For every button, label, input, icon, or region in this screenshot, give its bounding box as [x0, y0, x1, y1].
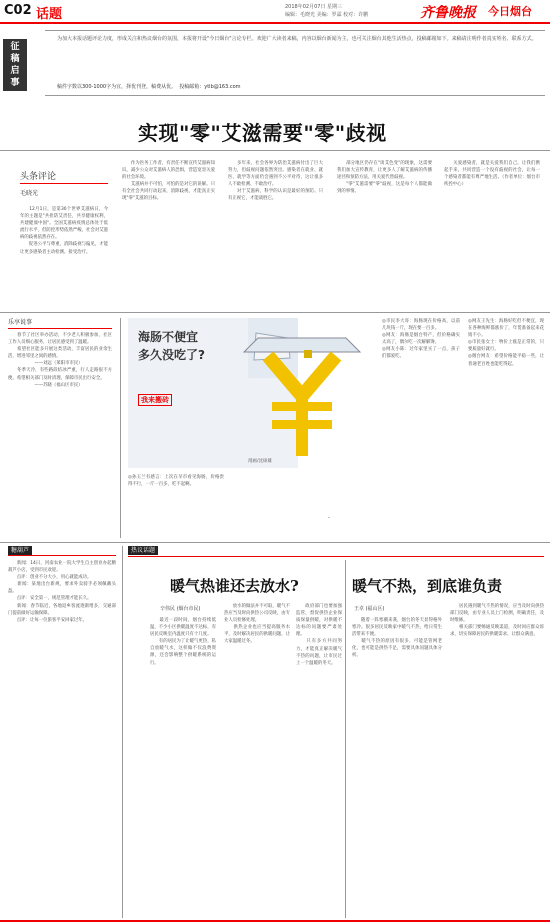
cartoon-author: 漫画/沈硕雄: [248, 459, 273, 464]
editor-note-text: 为加大本报话题评论力度，形成关注和热议烟台的氛围，本报将开设"今日烟台"言论专栏。欢迎广大读者来稿，内容以烟台新闻为主，也可关注烟台其他生活热点，投稿邮箱如下。来稿请注明作者真实姓名、联系方式。: [57, 36, 537, 42]
notes-title: 糖葫芦: [8, 546, 32, 555]
cartoon-caption: 我来搬砖: [138, 394, 172, 406]
hot-section-rule: [128, 556, 544, 557]
article2-col2: 居民遇到暖气不热的情况，应当及时向供热部门反映，由专业人员上门检测，明确责任，及时维修。 相关部门要畅通反映渠道，及时回应群众诉求，切实保障居民的供暖需求，让群众满意。: [450, 604, 544, 638]
article1-title: 暖气热谁还去放水?: [170, 577, 299, 595]
lead-col-1: 12月1日，是第30个世界艾滋病日，今年的主题是"共担防艾责任，共享健康权利，共建健康中国"。全国艾滋病疫情总体处于低流行水平，但防控形势依然严峻，社会对艾滋病的歧视依然存在。 促进公平与尊重，消除歧视与偏见，才能让更多感染者主动检测、接受治疗。: [20, 207, 108, 255]
headline-rule: [0, 150, 550, 151]
article1-author: 辛伟民 (烟台市民): [160, 606, 201, 612]
letters-body: 春节了社区举办活动，不少老人积极参加，社区工作人员细心服务，让居民感受到了温暖。 希望社区能多开展这类活动，丰富居民的业余生活，增进邻里之间的感情。 ——刘远（莱阳市市民） 冬季天冷，有些路段结冰严重，行人走路很不方便，希望相关部门及时清理，保障市民出行安全。 ——苏晓（福山区市民）: [8, 333, 112, 388]
lead-section-label: [20, 164, 108, 184]
paper-logo: 齐鲁晚报: [420, 5, 476, 21]
article2-author: 王卓 (福山区): [354, 606, 385, 612]
bottom-left-divider: [122, 546, 123, 918]
svg-text:.: .: [328, 513, 330, 520]
header-rule: [0, 22, 550, 24]
cartoon-dialog-2: ◎市民李大哥：海肠现在价格高，以前几块钱一斤，现在要一百多。 ◎网友：海肠是烟台特产，但价格确实太高了，偶尔吃一次解解馋。 ◎网友小陈：过年家里买了一点，孩子们都爱吃。: [382, 319, 460, 360]
lead-bottom-rule: [0, 312, 550, 313]
letters-box: [8, 318, 116, 538]
date-line: 2018年02月07日 星期三: [285, 4, 343, 10]
article1-col1: 最近一段时间，烟台持续低温，不少小区供暖温度不达标，有居民反映室内温度只有十几度。 有的居民为了让暖气更热，私自放暖气水，这样做不仅浪费资源，还会影响整个供暖系统的运行。: [150, 618, 216, 666]
notes-box: [8, 546, 120, 918]
article2-col1: 随着一阵寒潮来袭，烟台的冬天显得格外寒冷。很多居民反映家中暖气不热，给日常生活带来不便。 暖气不热的原因有很多，可能是管网老化，也可能是供热不足，需要具体问题具体分析。: [352, 618, 442, 659]
notes-title-rule: [8, 555, 116, 556]
page-header: [0, 0, 550, 22]
page-code: C02: [4, 3, 32, 18]
cartoon-title: 海肠不便宜 多久没吃了?: [138, 330, 205, 362]
lead-col-3: 多年来，社会各界为防治艾滋病付出了巨大努力，但歧视问题依然突出。感染者在就业、就医、就学等方面仍会遇到不公平对待，这让很多人不敢检测、不敢治疗。 对于艾滋病，科学的认识是最好的预防。只有正视它，才能战胜它。: [228, 161, 323, 202]
lead-col-5: 关爱感染者，就是关爱我们自己。让我们携起手来，共同营造一个没有歧视的社会，让每一个感染者都能有尊严地生活。（作者单位：烟台市疾控中心）: [444, 161, 540, 188]
article2-title: 暖气不热，到底谁负责: [352, 577, 503, 595]
letters-title: 乐享说事: [8, 318, 112, 329]
article1-col2: 放水的做法并不可取，暖气不热应当及时向供热公司反映，由专业人员检修处理。 供热企业也应当提高服务水平，及时解决居民的供暖问题，让大家温暖过冬。: [224, 604, 290, 645]
lead-author: 毛晓光: [20, 190, 39, 197]
price-sign-figure: [228, 330, 376, 470]
cartoon-dialog-3: ◎网友王先生：海肠好吃但不便宜，现在各种海鲜都涨价了，年货准备起来花销不小。 ◎市民张女士：物价上涨是正常的，只要质量好就行。 ◎烟台网友：希望价格能平稳一些，让普通老百姓也能吃得起。: [468, 319, 544, 367]
editor-note-box: [10, 30, 545, 96]
left-col-divider: [120, 318, 121, 538]
headline: 实现"零"艾滋需要"零"歧视: [138, 121, 387, 145]
article1-col3: 政府部门也要加强监管，督促供热企业保质保量供暖，对供暖不达标的问题要严肃处理。 只有多方共同努力，才能真正解决暖气不热的问题，让市民过上一个温暖的冬天。: [296, 604, 342, 666]
section-tag: 话题: [36, 7, 63, 22]
lead-col-4: 部分地区仍存在"谈艾色变"的现象，这需要我们加大宣传教育，让更多人了解艾滋病的传播途径和预防方法，用关爱代替歧视。 "零"艾滋需要"零"歧视，这是每个人都能做到的事情。: [337, 161, 432, 195]
hot-section-label: 热议话题: [128, 546, 158, 555]
lead-section-text: 头条评论: [20, 172, 57, 182]
edition-name: 今日烟台: [488, 5, 532, 18]
articles-divider: [345, 560, 346, 918]
cartoon-dialog-1: ◎孙玉兰有感言：上次在早市看见海肠，价格贵得不行，一斤一百多，吃不起啊。: [128, 475, 224, 488]
lead-col-2: 作为医务工作者，有责任不断宣传艾滋病知识，减少公众对艾滋病人的恐惧，营造宽容关爱的社会环境。 艾滋病并不可怕，可怕的是对它的误解。只有全社会共同行动起来，消除歧视，才能真正实现"零"艾滋的目标。: [122, 161, 215, 202]
editors-line: 编辑：毛晓光 美编：罗霖 校对：许鹏: [285, 12, 369, 18]
editor-note-tag: 征稿启事: [3, 39, 27, 91]
footer-rule: [0, 920, 550, 922]
mid-rule: [0, 542, 550, 543]
notes-body: 新闻：14日，河南农业一院大学生自主创业办起糖葫芦小店，受到市民欢迎。 点评：创业不分大小，用心就能成功。 新闻：某地出台新规，要求外卖骑手必须佩戴头盔。 点评：安全第一，规范管理才能长久。 新闻：春节临近，各地返乡客流逐渐增多，交通部门提前做好运输保障。 点评：让每一位旅客平安回家过年。: [8, 561, 116, 623]
editor-note-contact: 稿件字数以300-1000字为宜，择优刊登，稿费从优。 投稿邮箱：ytlb@163.com: [57, 84, 241, 90]
